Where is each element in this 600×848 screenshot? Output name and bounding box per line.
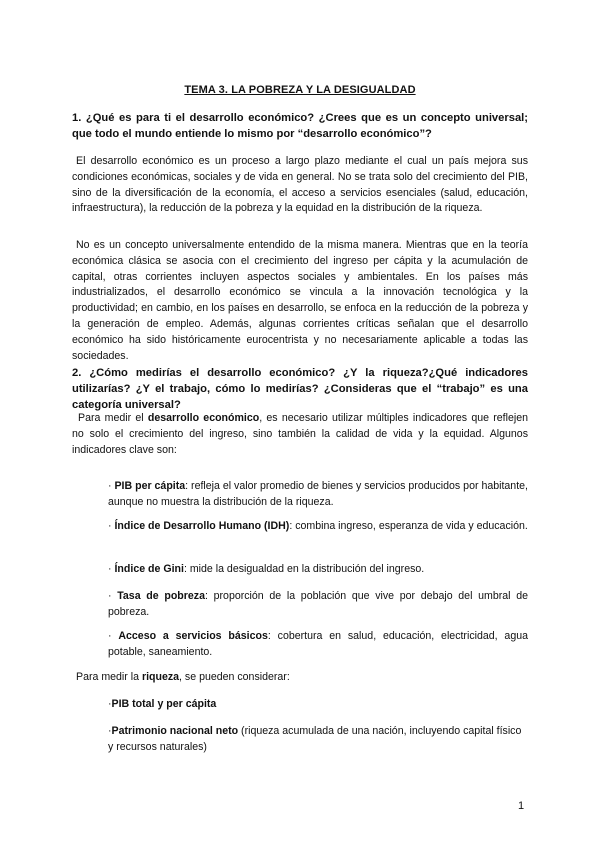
paragraph-3-bold-term: desarrollo económico: [147, 412, 260, 424]
paragraph-4-bold-term: riqueza: [141, 671, 180, 683]
indicator-term: Índice de Gini: [114, 563, 184, 575]
indicator-item: [108, 588, 528, 620]
paragraph-2: No es un concepto universalmente entendido de la misma manera. Mientras que en la teoría económica clásica se asocia con el crecimiento del ingreso per cápita y la acumulación de capital, otras corrientes incluyen aspectos sociales y ambientales. En los países más industrializados, el desarrollo económico se vincula a la innovación tecnológica y la productividad; en cambio, en los países en desarrollo, se enfoca en la reducción de la pobreza y la generación de empleo. Además, algunas corrientes críticas señalan que el desarrollo económico ha sido históricamente eurocentrista y no necesariamente aplicable a todas las sociedades.: [72, 239, 528, 362]
bullet-mark: ·: [108, 725, 112, 737]
indicator-item: [108, 628, 528, 660]
bullet-mark: ·: [108, 520, 112, 532]
question-1: 1. ¿Qué es para ti el desarrollo económico? ¿Crees que es un concepto universal; que todo el mundo entiende lo mismo por “desarrollo económico”?: [72, 112, 528, 140]
indicator-term: PIB per cápita: [114, 480, 186, 492]
page-number: 1: [518, 800, 525, 812]
wealth-term: Patrimonio nacional neto: [111, 725, 239, 737]
question-2: 2. ¿Cómo medirías el desarrollo económico? ¿Y la riqueza?¿Qué indicadores utilizarías? ¿Y el trabajo, cómo lo medirías? ¿Consideras que el “trabajo” es una categoría universal?: [72, 367, 528, 411]
wealth-item: [108, 696, 528, 712]
indicator-term: Índice de Desarrollo Humano (IDH): [114, 520, 290, 532]
paragraph-1: El desarrollo económico es un proceso a largo plazo mediante el cual un país mejora sus condiciones económicas, sociales y de vida en general. No se trata solo del crecimiento del PIB, sino de la diversificación de la economía, el acceso a servicios esenciales (salud, educación, infraestructura), la reducción de la pobreza y la equidad en la distribución de la riqueza.: [72, 155, 528, 215]
indicator-description: : mide la desigualdad en la distribución del ingreso.: [183, 563, 425, 575]
indicator-item: [108, 561, 528, 577]
paragraph-3-text-start: Para medir el: [78, 412, 148, 424]
indicator-term: Acceso a servicios básicos: [118, 630, 268, 642]
wealth-item: [108, 723, 528, 755]
bullet-mark: ·: [108, 480, 112, 492]
indicator-description: : combina ingreso, esperanza de vida y educación.: [289, 520, 528, 532]
indicator-description: : refleja el valor promedio de bienes y servicios producidos por habitante, aunque no muestra la distribución de la riqueza.: [108, 480, 528, 508]
indicator-description: : proporción de la población que vive por debajo del umbral de pobreza.: [108, 590, 528, 618]
paragraph-4: [76, 670, 532, 686]
bullet-mark: ·: [108, 630, 112, 642]
indicator-item: [108, 518, 528, 534]
paragraph-4-text-start: Para medir la: [76, 671, 142, 683]
indicator-description: : cobertura en salud, educación, electricidad, agua potable, saneamiento.: [108, 630, 528, 658]
paragraph-4-text-end: , se pueden considerar:: [179, 671, 290, 683]
wealth-term: PIB total y per cápita: [111, 698, 217, 710]
bullet-mark: ·: [108, 590, 112, 602]
paragraph-3: [72, 411, 528, 458]
document-title: TEMA 3. LA POBREZA Y LA DESIGUALDAD: [184, 84, 416, 96]
indicator-item: [108, 478, 528, 510]
paragraph-3-text-end: , es necesario utilizar múltiples indicadores que reflejen no solo el crecimiento del ingreso, sino también la calidad de vida y la equidad. Algunos indicadores clave son:: [72, 412, 528, 456]
indicator-term: Tasa de pobreza: [117, 590, 205, 602]
bullet-mark: ·: [108, 698, 112, 710]
wealth-description: (riqueza acumulada de una nación, incluyendo capital físico y recursos naturales): [108, 725, 522, 753]
bullet-mark: ·: [108, 563, 112, 575]
